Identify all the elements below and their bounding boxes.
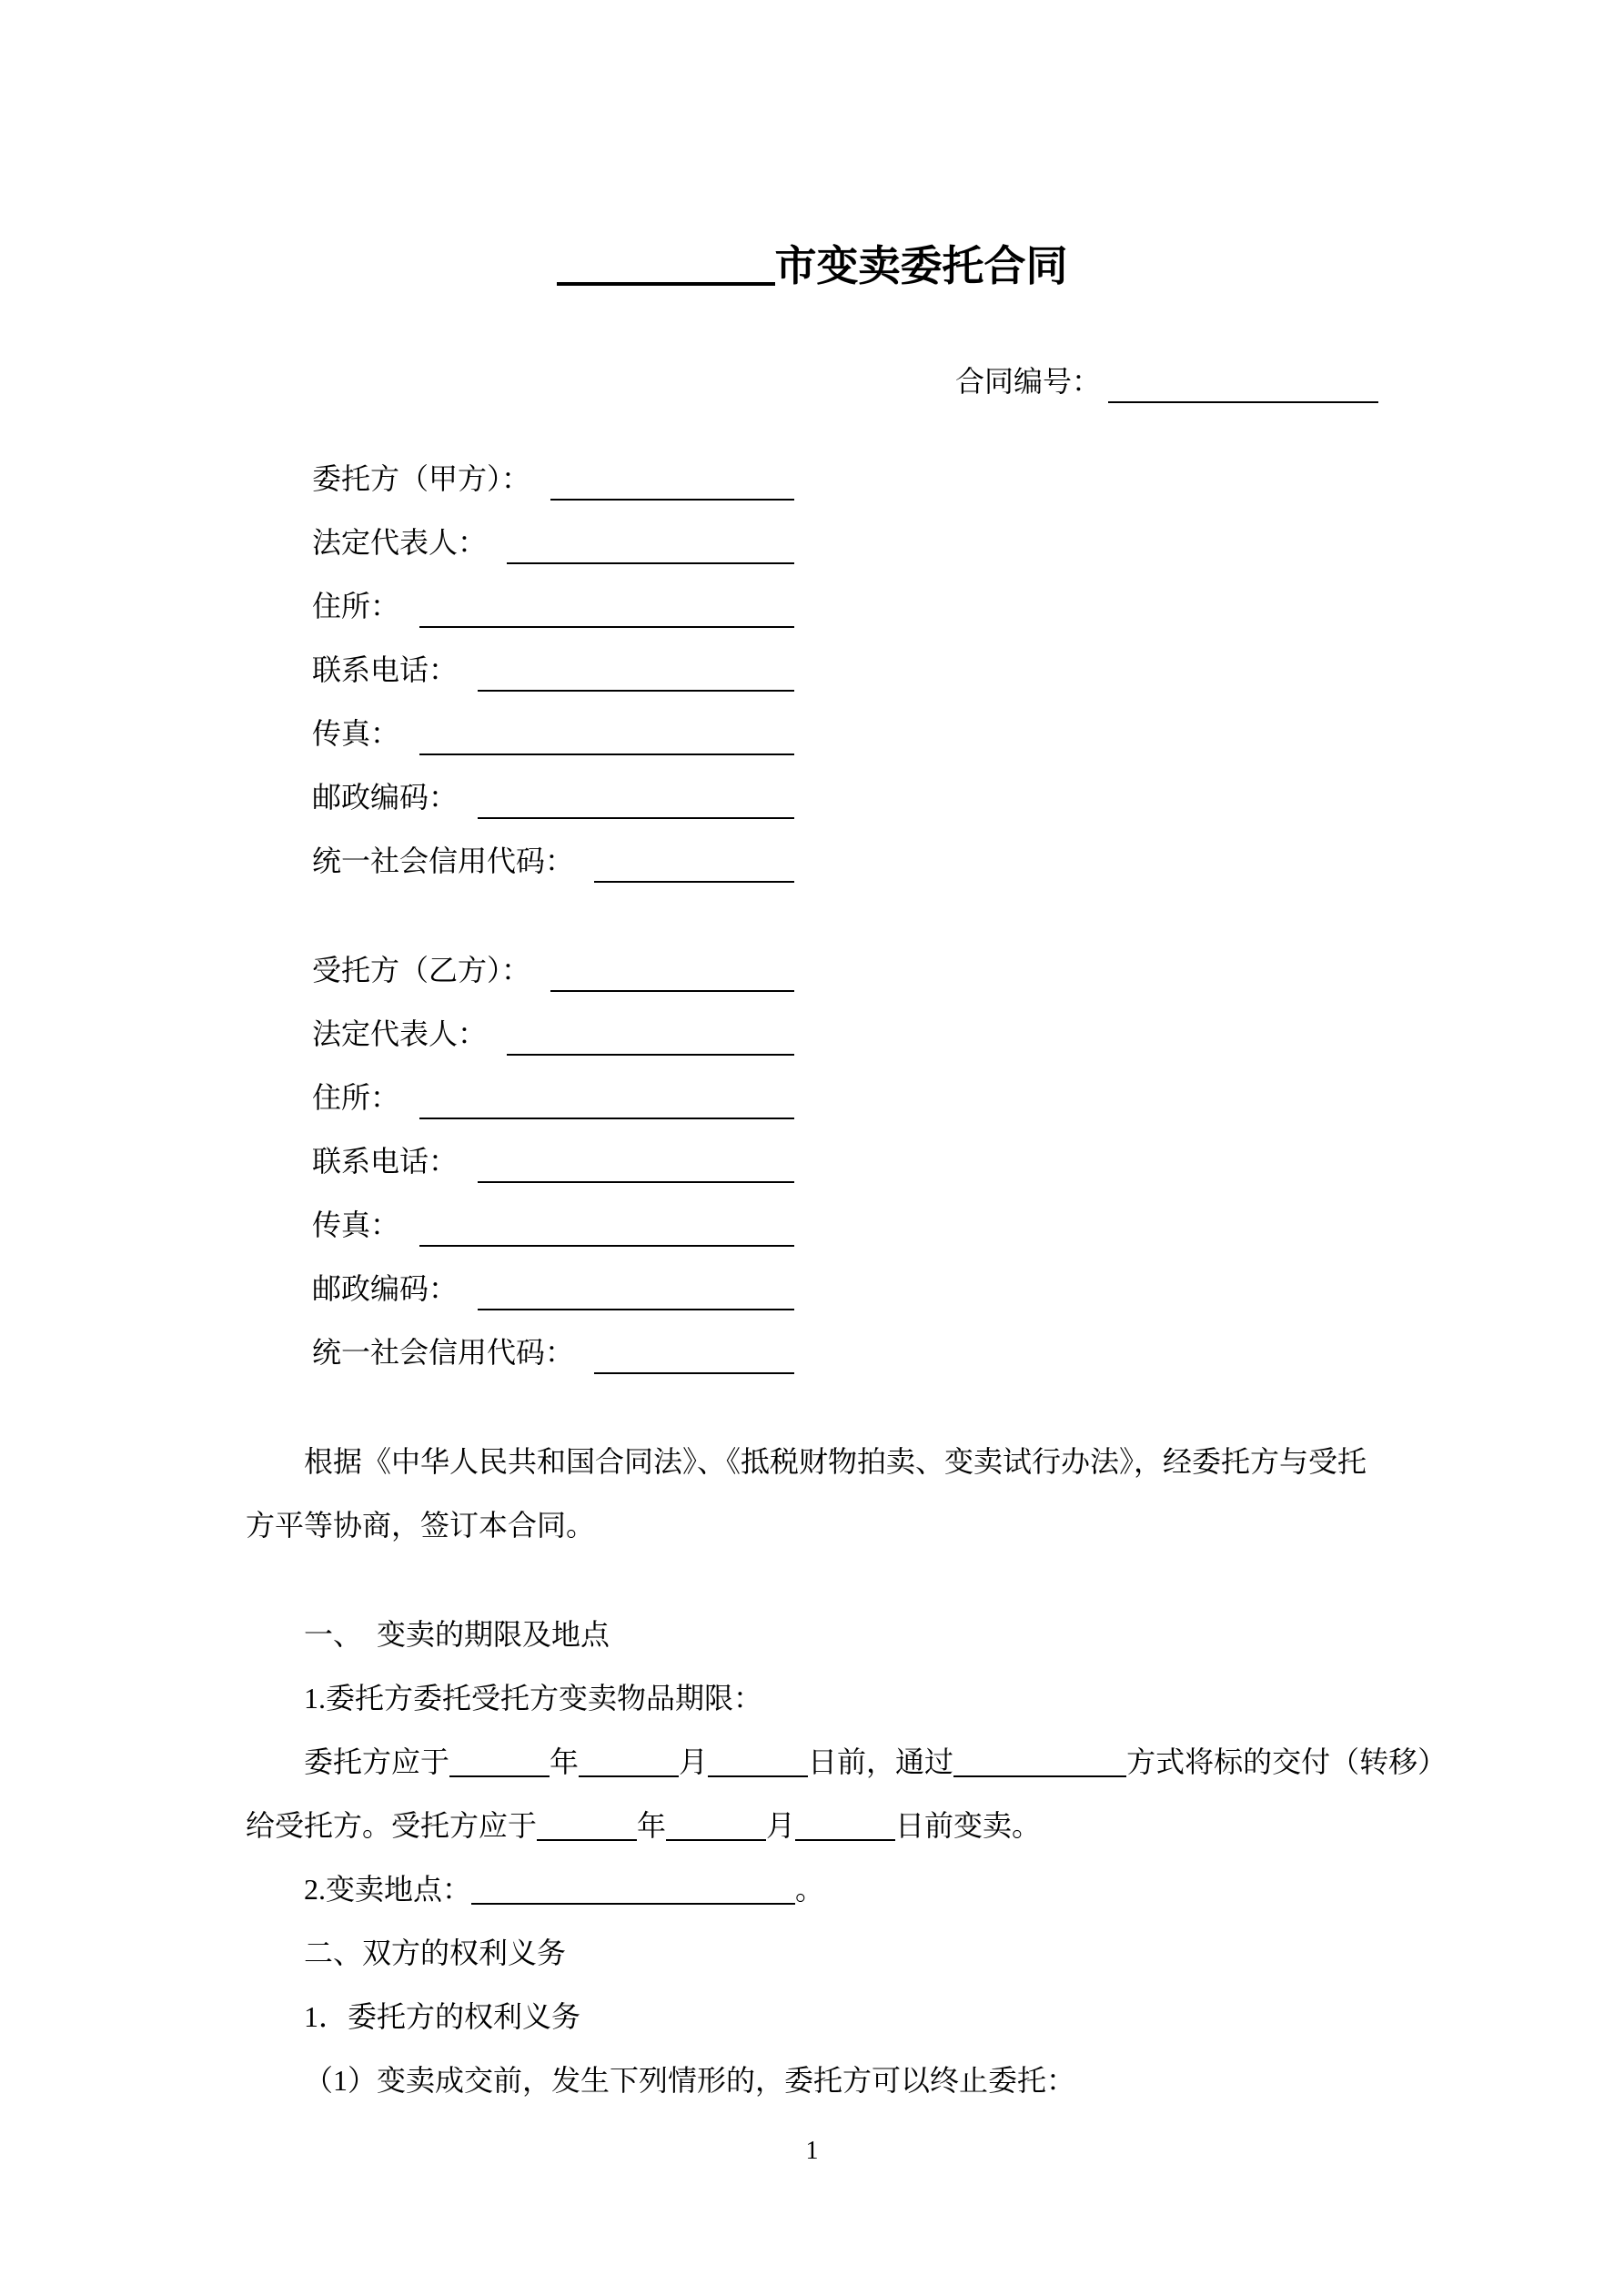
clause-text: 日前，通过 (808, 1745, 954, 1778)
clause-text: 方式将标的交付（转移） (1126, 1745, 1447, 1778)
inline-blank-line (666, 1812, 766, 1841)
clause-text: 年 (550, 1745, 580, 1778)
inline-blank-line (449, 1748, 550, 1777)
clause-2-1: 1．委托方的权利义务 (304, 2000, 581, 2033)
field-label: 传真： (312, 717, 400, 750)
contract-number-label: 合同编号： (955, 365, 1102, 398)
contract-number-blank-line (1108, 349, 1378, 403)
party-b-fields (312, 938, 794, 1384)
field-label: 邮政编码： (312, 1272, 459, 1305)
field-label: 传真： (312, 1209, 400, 1241)
field-label: 法定代表人： (312, 526, 488, 559)
delivery-deadline-line-2 (246, 1794, 1456, 1857)
field-row (312, 702, 794, 765)
title-text: 市变卖委托合同 (774, 241, 1068, 290)
field-row (312, 1129, 794, 1193)
field-row (312, 1002, 794, 1066)
inline-blank-line (579, 1748, 679, 1777)
field-label: 统一社会信用代码： (312, 1336, 575, 1369)
field-label: 邮政编码： (312, 781, 459, 814)
field-blank-line (478, 765, 794, 819)
field-label: 联系电话： (312, 653, 459, 686)
field-label: 委托方（甲方）： (312, 462, 531, 495)
page-number: 1 (805, 2137, 819, 2165)
field-row (312, 1257, 794, 1320)
clause-1-2 (246, 1857, 1456, 1921)
preamble-line: 根据《中华人民共和国合同法》、《抵税财物拍卖、变卖试行办法》，经委托方与受托 (304, 1445, 1367, 1478)
inline-blank-line (795, 1812, 895, 1841)
clause-1-1: 1.委托方委托受托方变卖物品期限： (304, 1682, 763, 1714)
field-row (312, 938, 794, 1002)
clause-text: 2.变卖地点： (304, 1873, 472, 1906)
field-label: 法定代表人： (312, 1017, 488, 1050)
field-row (312, 447, 794, 511)
clause-text: 。 (795, 1873, 825, 1906)
preamble-paragraph (246, 1430, 1428, 1557)
document-title (0, 234, 1624, 298)
section-heading-2: 二、双方的权利义务 (304, 1937, 567, 1969)
clause-text: 月 (766, 1809, 796, 1842)
field-blank-line (507, 511, 794, 564)
clause-text: 委托方应于 (304, 1745, 450, 1778)
field-label: 受托方（乙方）： (312, 954, 531, 986)
field-label: 统一社会信用代码： (312, 845, 575, 877)
delivery-deadline-line (246, 1730, 1456, 1794)
field-label: 住所： (312, 590, 400, 622)
field-row (312, 1320, 794, 1384)
section-heading-1: 一、 变卖的期限及地点 (304, 1618, 610, 1651)
field-label: 住所： (312, 1081, 400, 1114)
inline-blank-line (953, 1748, 1126, 1777)
inline-blank-line (537, 1812, 637, 1841)
field-blank-line (550, 938, 794, 992)
field-row (312, 638, 794, 702)
field-blank-line (419, 574, 794, 628)
field-blank-line (594, 829, 794, 883)
title-blank-line (557, 242, 775, 286)
contract-number-row (955, 349, 1378, 413)
clause-2-1-1: （1）变卖成交前，发生下列情形的，委托方可以终止委托： (304, 2064, 1076, 2097)
field-row (312, 574, 794, 638)
field-blank-line (419, 702, 794, 755)
field-row (312, 511, 794, 574)
field-row (312, 1066, 794, 1129)
preamble-line: 方平等协商，签订本合同。 (246, 1509, 596, 1542)
field-blank-line (478, 1129, 794, 1183)
clause-text: 年 (637, 1809, 667, 1842)
field-row (312, 765, 794, 829)
field-row (312, 1193, 794, 1257)
field-row (312, 829, 794, 893)
field-label: 联系电话： (312, 1145, 459, 1178)
clause-text: 给受托方。受托方应于 (246, 1809, 538, 1842)
field-blank-line (594, 1320, 794, 1374)
party-a-fields (312, 447, 794, 893)
field-blank-line (478, 1257, 794, 1310)
field-blank-line (419, 1066, 794, 1119)
inline-blank-line (471, 1876, 795, 1905)
inline-blank-line (708, 1748, 808, 1777)
clause-text: 月 (679, 1745, 709, 1778)
terms-section (246, 1603, 1456, 2112)
field-blank-line (550, 447, 794, 501)
field-blank-line (419, 1193, 794, 1247)
clause-text: 日前变卖。 (895, 1809, 1042, 1842)
field-blank-line (507, 1002, 794, 1056)
field-blank-line (478, 638, 794, 692)
